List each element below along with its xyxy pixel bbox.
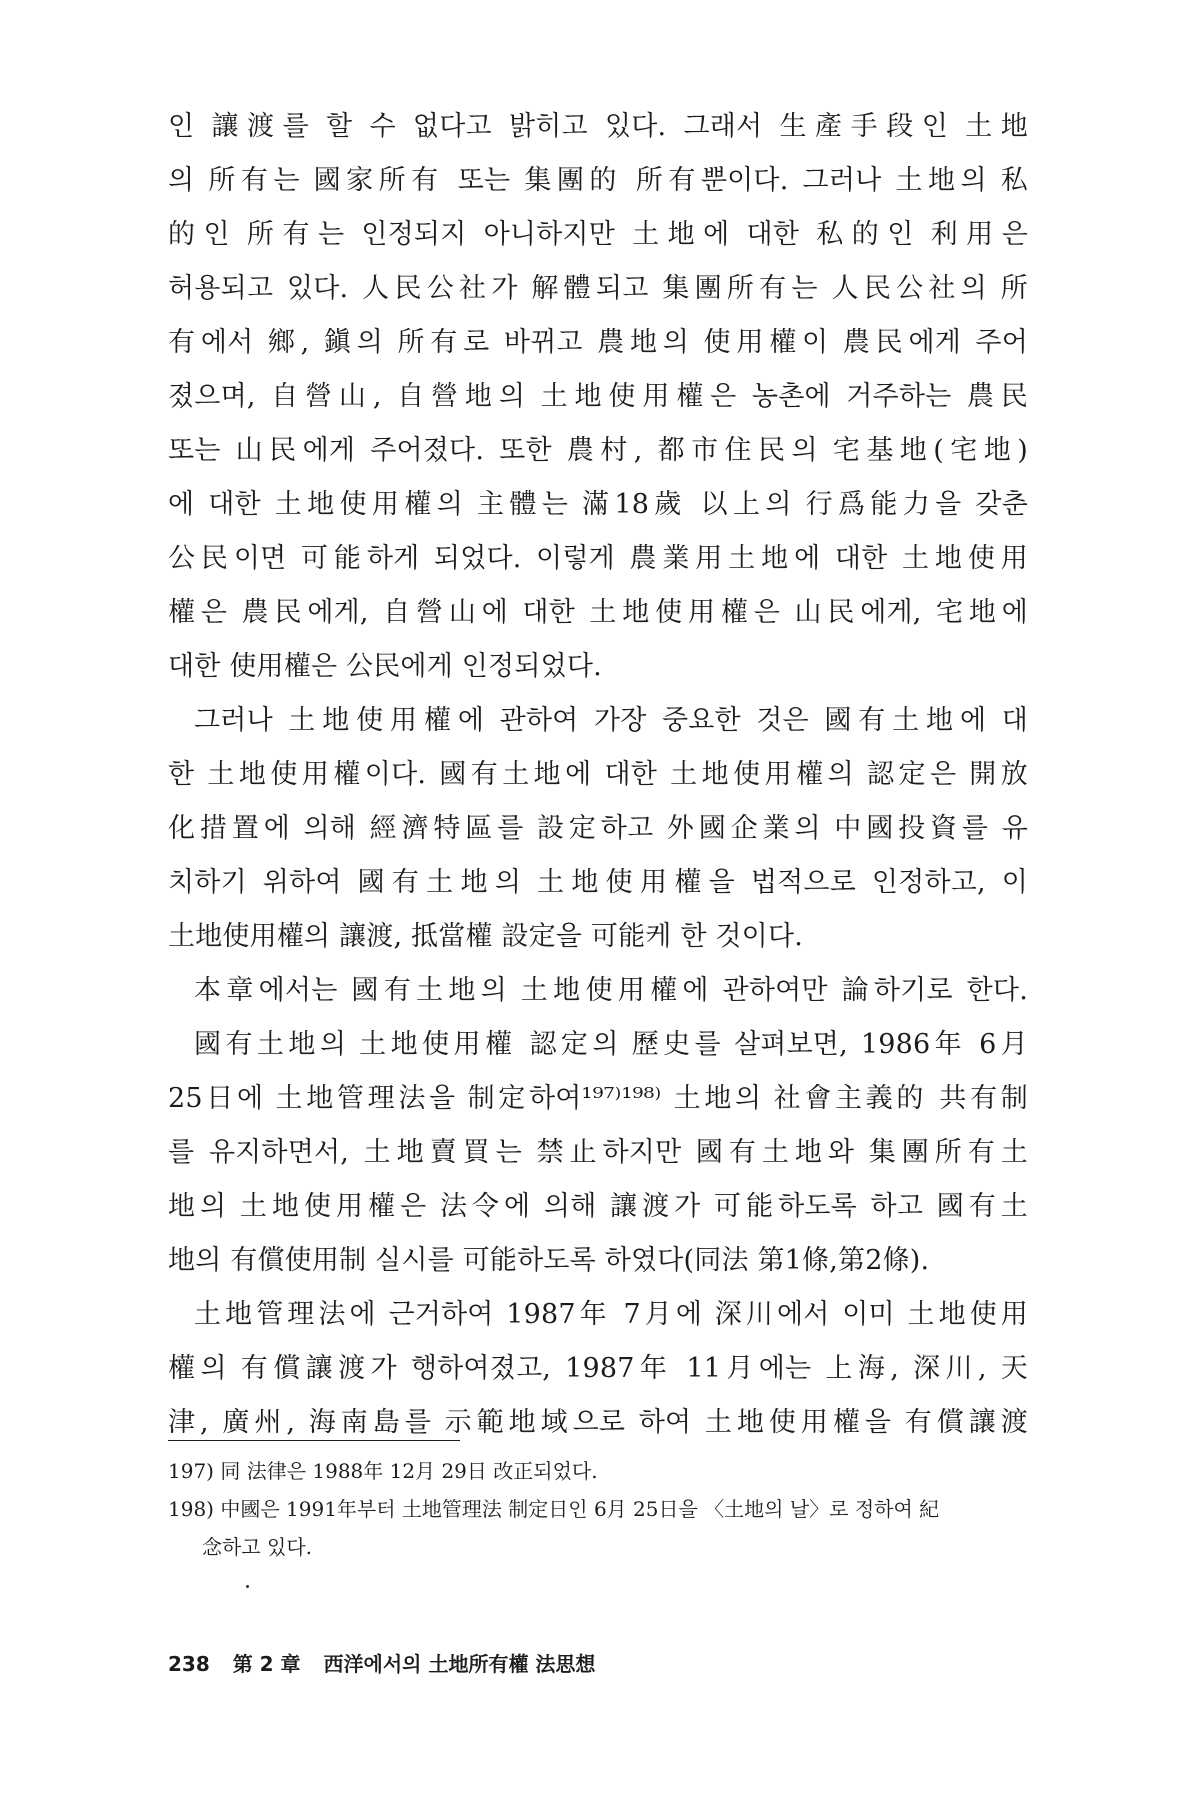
footnote-line (168, 1490, 1028, 1528)
footnote-line: 念하고 있다. (202, 1535, 312, 1559)
footnote-198 (168, 1490, 1028, 1566)
footnote-number: 198) (168, 1497, 214, 1521)
chapter-label: 第 2 章 (232, 1652, 301, 1676)
print-speck (246, 1585, 249, 1588)
text-line: 土地使用權의 讓渡, 抵當權 設定을 可能케 한 것이다. (168, 921, 804, 952)
text-line: 허용되고 있다. 人民公社가 解體되고 集團所有는 人民公社의 所 (168, 273, 1028, 304)
footnotes (168, 1452, 1028, 1566)
text-line: 한 土地使用權이다. 國有土地에 대한 土地使用權의 認定은 開放 (168, 759, 1028, 790)
footnote-line (168, 1452, 1028, 1490)
text-line: 地의 土地使用權은 法令에 의해 讓渡가 可能하도록 하고 國有土 (168, 1191, 1028, 1222)
footnote-text: 中國은 1991年부터 土地管理法 制定日인 6月 25日을 〈土地의 날〉로 정하여 紀 (220, 1497, 940, 1521)
paragraph-2 (168, 694, 1028, 964)
text-line: 津, 廣州, 海南島를 示範地域으로 하여 土地使用權을 有償讓渡 (168, 1407, 1028, 1438)
paragraph-5 (168, 1288, 1028, 1450)
text-line: 인 讓渡를 할 수 없다고 밝히고 있다. 그래서 生產手段인 土地 (168, 111, 1028, 142)
text-line: 土地管理法에 근거하여 1987年 7月에 深川에서 이미 土地使用 (194, 1299, 1028, 1330)
text-line: 的인 所有는 인정되지 아니하지만 土地에 대한 私的인 利用은 (168, 219, 1028, 250)
text-line: 졌으며, 自營山, 自營地의 土地使用權은 농촌에 거주하는 農民 (168, 381, 1028, 412)
running-footer (168, 1648, 611, 1677)
text-line: 치하기 위하여 國有土地의 土地使用權을 법적으로 인정하고, 이 (168, 867, 1028, 898)
text-line: 國有土地의 土地使用權 認定의 歷史를 살펴보면, 1986年 6月 (194, 1029, 1028, 1060)
paragraph-3 (168, 964, 1028, 1018)
text-line: 化措置에 의해 經濟特區를 設定하고 外國企業의 中國投資를 유 (168, 813, 1028, 844)
text-line: 權의 有償讓渡가 행하여졌고, 1987年 11月에는 上海, 深川, 天 (168, 1353, 1028, 1384)
text-line: 에 대한 土地使用權의 主體는 滿18歲 以上의 行爲能力을 갖춘 (168, 489, 1028, 520)
footnote-197 (168, 1452, 1028, 1490)
text-line: 25日에 土地管理法을 制定하여¹⁹⁷⁾¹⁹⁸⁾ 土地의 社會主義的 共有制 (168, 1083, 1028, 1114)
text-line: 有에서 鄉, 鎭의 所有로 바뀌고 農地의 使用權이 農民에게 주어 (168, 327, 1028, 358)
footnote-divider (168, 1440, 460, 1441)
text-line: 그러나 土地使用權에 관하여 가장 중요한 것은 國有土地에 대 (194, 705, 1028, 736)
text-line: 權은 農民에게, 自營山에 대한 土地使用權은 山民에게, 宅地에 (168, 597, 1028, 628)
text-line: 대한 使用權은 公民에게 인정되었다. (168, 651, 602, 682)
text-line: 地의 有償使用制 실시를 可能하도록 하였다(同法 第1條,第2條). (168, 1245, 930, 1276)
body-text (168, 100, 1028, 1450)
footnote-number: 197) (168, 1459, 214, 1483)
paragraph-4 (168, 1018, 1028, 1288)
text-line: 를 유지하면서, 土地賣買는 禁止하지만 國有土地와 集團所有土 (168, 1137, 1028, 1168)
text-line: 本章에서는 國有土地의 土地使用權에 관하여만 論하기로 한다. (194, 975, 1028, 1006)
page-number: 238 (168, 1652, 210, 1676)
paragraph-1 (168, 100, 1028, 694)
footnote-text: 同 法律은 1988年 12月 29日 改正되었다. (220, 1459, 598, 1483)
chapter-title: 西洋에서의 土地所有權 法思想 (323, 1652, 596, 1676)
text-line: 의 所有는 國家所有 또는 集團的 所有뿐이다. 그러나 土地의 私 (168, 165, 1028, 196)
text-line: 또는 山民에게 주어졌다. 또한 農村, 都市住民의 宅基地(宅地) (168, 435, 1028, 466)
text-line: 公民이면 可能하게 되었다. 이렇게 農業用土地에 대한 土地使用 (168, 543, 1028, 574)
